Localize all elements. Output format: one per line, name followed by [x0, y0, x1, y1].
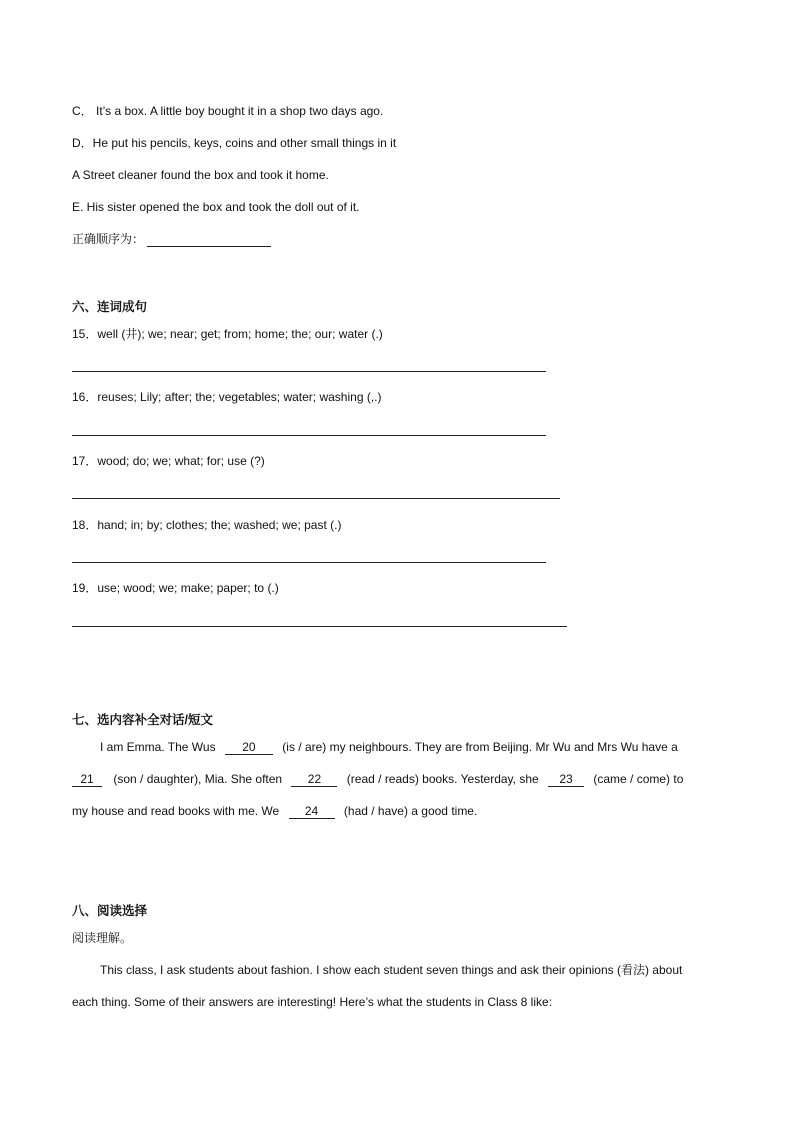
cloze-text: my house and read books with me. We: [72, 804, 280, 818]
ordering-answer: [72, 231, 271, 247]
cloze-text: (had / have) a good time.: [343, 804, 478, 818]
cloze-text: I am Emma. The Wus: [100, 740, 216, 754]
question-16: 16．reuses; Lily; after; the; vegetables; water; washing (,.): [72, 390, 382, 404]
cloze-line-2: [72, 771, 683, 787]
cloze-text: (read / reads) books. Yesterday, she: [346, 772, 539, 786]
cloze-blank-20[interactable]: 20: [225, 740, 273, 755]
cloze-line-1: [100, 739, 678, 755]
section7-heading: 七、选内容补全对话/短文: [72, 713, 213, 727]
ordering-item-a: A Street cleaner found the box and took it home.: [72, 168, 329, 182]
ordering-item-d: D．He put his pencils, keys, coins and other small things in it: [72, 136, 397, 150]
answer-line-17[interactable]: [72, 498, 560, 499]
section6-heading: 六、连词成句: [72, 300, 148, 314]
cloze-line-3: [72, 803, 477, 819]
ordering-item-c: C． It’s a box. A little boy bought it in a shop two days ago.: [72, 104, 384, 118]
cloze-blank-22[interactable]: 22: [291, 772, 337, 787]
cloze-text: (came / come) to: [593, 772, 684, 786]
answer-line-18[interactable]: [72, 562, 546, 563]
cloze-blank-21[interactable]: 21: [72, 772, 102, 787]
cloze-text: (is / are) my neighbours. They are from Beijing. Mr Wu and Mrs Wu have a: [282, 740, 678, 754]
question-15: 15．well (井); we; near; get; from; home; the; our; water (.): [72, 327, 383, 341]
ordering-item-e: E. His sister opened the box and took the doll out of it.: [72, 200, 360, 214]
reading-paragraph-line-1: This class, I ask students about fashion. I show each student seven things and ask their opinions (看法) about: [100, 963, 683, 977]
question-17: 17．wood; do; we; what; for; use (?): [72, 454, 265, 468]
section8-heading: 八、阅读选择: [72, 904, 148, 918]
question-18: 18．hand; in; by; clothes; the; washed; we; past (.): [72, 518, 342, 532]
reading-paragraph-line-2: each thing. Some of their answers are interesting! Here’s what the students in Class 8 like:: [72, 995, 553, 1009]
ordering-answer-blank[interactable]: __________________: [149, 232, 270, 246]
cloze-text: (son / daughter), Mia. She often: [113, 772, 283, 786]
answer-line-19[interactable]: [72, 626, 567, 627]
answer-line-16[interactable]: [72, 435, 546, 436]
ordering-answer-label: 正确顺序为：: [72, 232, 145, 246]
section8-subheading: 阅读理解。: [72, 931, 133, 945]
cloze-blank-24[interactable]: 24: [289, 804, 335, 819]
question-19: 19．use; wood; we; make; paper; to (.): [72, 581, 279, 595]
cloze-blank-23[interactable]: 23: [548, 772, 584, 787]
answer-line-15[interactable]: [72, 371, 546, 372]
